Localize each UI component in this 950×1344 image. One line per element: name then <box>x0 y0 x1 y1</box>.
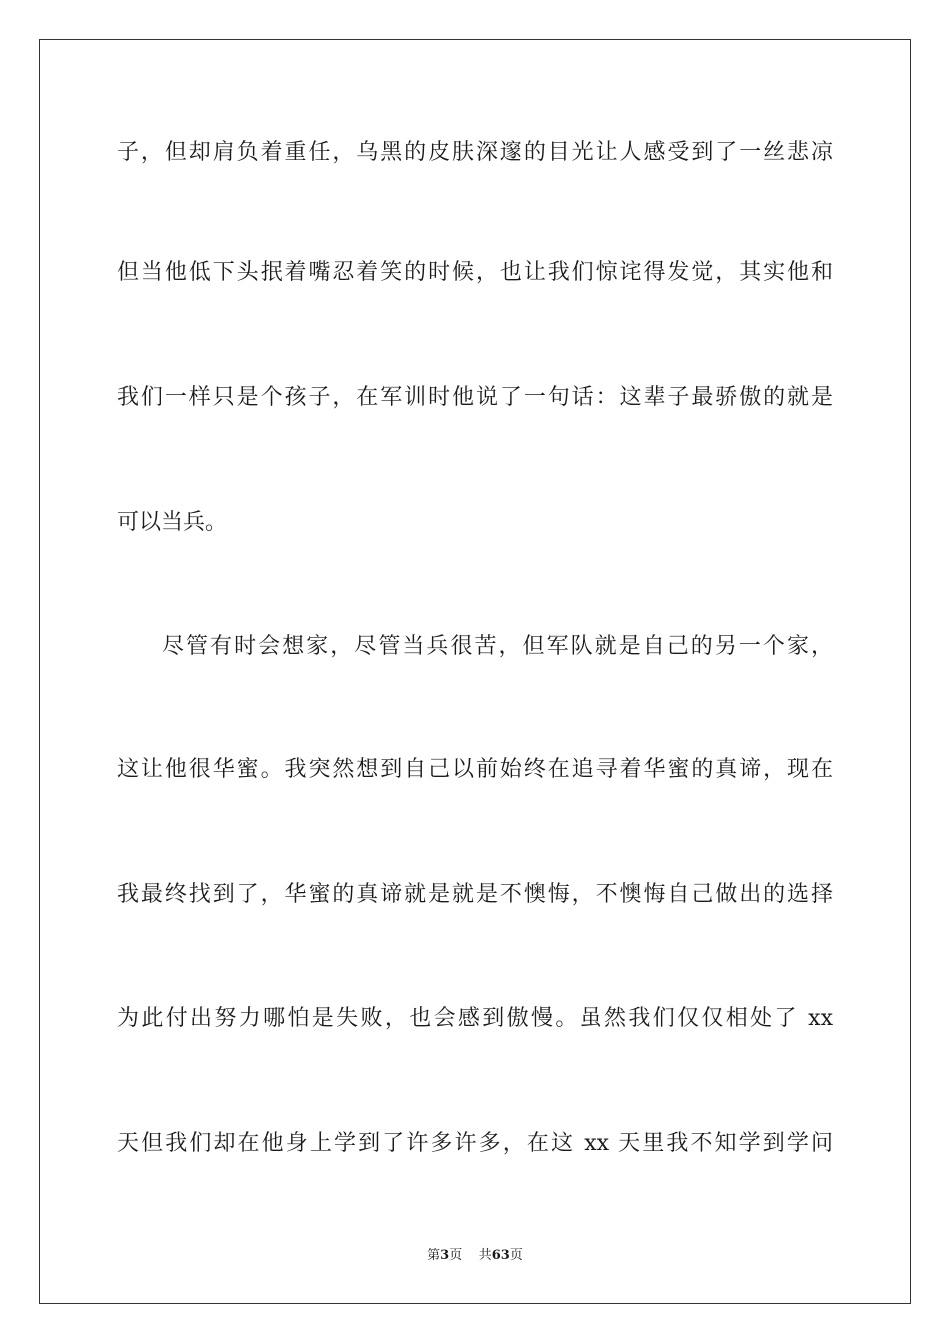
text-line-6: 这让他很华蜜。我突然想到自己以前始终在追寻着华蜜的真谛，现在 <box>117 757 833 782</box>
text-line-5-paragraph-start: 尽管有时会想家，尽管当兵很苦，但军队就是自己的另一个家， <box>162 634 833 659</box>
footer-current-suffix: 页 <box>449 1248 463 1263</box>
page-border <box>39 39 911 1304</box>
text-line-2: 但当他低下头抿着嘴忍着笑的时候，也让我们惊诧得发觉，其实他和 <box>117 260 833 285</box>
text-line-3: 我们一样只是个孩子，在军训时他说了一句话：这辈子最骄傲的就是 <box>117 385 833 410</box>
text-line-1: 子，但却肩负着重任，乌黑的皮肤深邃的目光让人感受到了一丝悲凉 <box>117 140 833 165</box>
text-line-9: 天但我们却在他身上学到了许多许多，在这 xx 天里我不知学到学问 <box>117 1131 833 1156</box>
text-line-4: 可以当兵。 <box>117 510 228 535</box>
footer-total-pages: 63 <box>491 1248 510 1263</box>
text-line-7: 我最终找到了，华蜜的真谛就是就是不懊悔，不懊悔自己做出的选择 <box>117 882 833 907</box>
text-line-8: 为此付出努力哪怕是失败，也会感到傲慢。虽然我们仅仅相处了 xx <box>117 1006 833 1031</box>
footer-total-prefix: 共 <box>478 1248 492 1263</box>
page-footer <box>0 1247 950 1265</box>
footer-current-prefix: 第 <box>427 1248 441 1263</box>
footer-total-suffix: 页 <box>509 1248 523 1263</box>
footer-current-page: 3 <box>440 1248 450 1263</box>
